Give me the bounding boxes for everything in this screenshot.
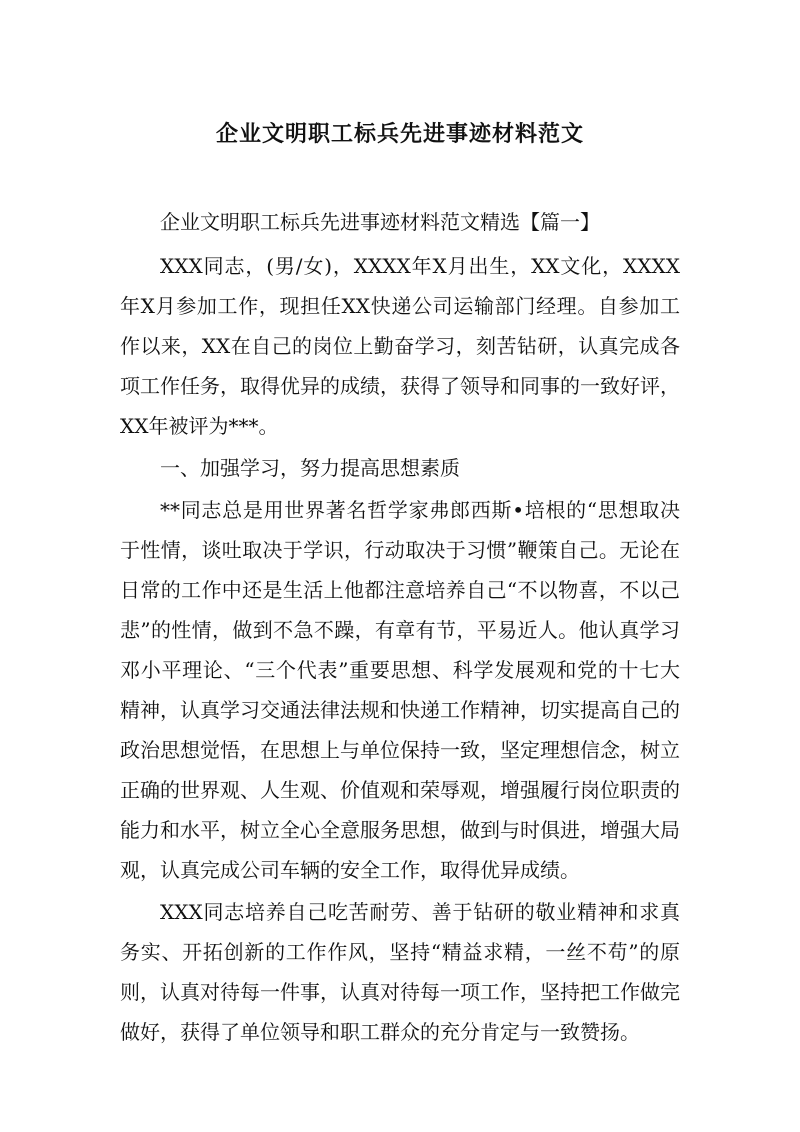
paragraph-work-style: XXX同志培养自己吃苦耐劳、善于钻研的敬业精神和求真务实、开拓创新的工作作风，坚持“精益求精，一丝不苟”的原则，认真对待每一件事，认真对待每一项工作，坚持把工作做完做好，获得了单位领导和职工群众的充分肯定与一致赞扬。 (120, 900, 680, 1044)
section-subtitle: 企业文明职工标兵先进事迹材料范文精选【篇一】 (160, 210, 600, 234)
page-title: 企业文明职工标兵先进事迹材料范文 (215, 121, 584, 147)
document-body (120, 202, 680, 1052)
section-heading: 一、加强学习，努力提高思想素质 (160, 456, 460, 480)
paragraph-intro: XXX同志，(男/女)，XXXX年X月出生，XX文化，XXXX年X月参加工作，现担任XX快递公司运输部门经理。自参加工作以来，XX在自己的岗位上勤奋学习，刻苦钻研，认真完成各项工作任务，取得优异的成绩，获得了领导和同事的一致好评，XX年被评为***。 (120, 254, 680, 438)
paragraph-study: **同志总是用世界著名哲学家弗郎西斯•培根的“思想取决于性情，谈吐取决于学识，行动取决于习惯”鞭策自己。无论在日常的工作中还是生活上他都注意培养自己“不以物喜，不以己悲”的性情，做到不急不躁，有章有节，平易近人。他认真学习邓小平理论、“三个代表”重要思想、科学发展观和党的十七大精神，认真学习交通法律法规和快递工作精神，切实提高自己的政治思想觉悟，在思想上与单位保持一致，坚定理想信念，树立正确的世界观、人生观、价值观和荣辱观，增强履行岗位职责的能力和水平，树立全心全意服务思想，做到与时俱进，增强大局观，认真完成公司车辆的安全工作，取得优异成绩。 (120, 498, 680, 882)
